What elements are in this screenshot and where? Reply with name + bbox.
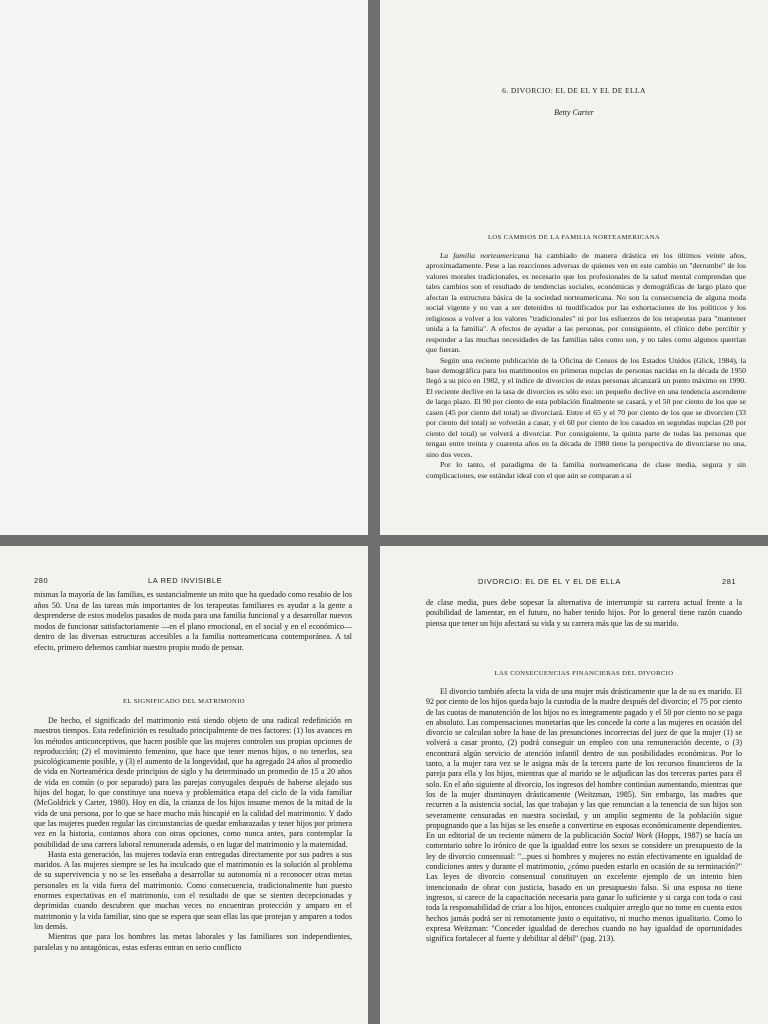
paragraph: De hecho, el significado del matrimonio está siendo objeto de una radical redefinición en nuestros tiempos. Esta redefinición es resultado principalmente de tres factores: (1) los avances en los métodos anticonceptivos, que hacen posible que las mujeres controlen sus propias opciones de reproducción; (2) el movimiento femenino, que hace que tener menos hijos, o no tenerlos, sea psicológicamente posible, y (3) el aumento de la longevidad, que ha agregado 24 años al promedio de vida en Norteamérica desde principios de siglo y ha determinado un promedio de 15 a 20 años de vida en común (o por separado) para las parejas conyugales después de haberse alejado sus hijos del hogar, lo que constituye una nueva y problemática etapa del ciclo de la vida familiar (McGoldrick y Carter, 1980). Hoy en día, la crianza de los hijos insume menos de la mitad de la vida de una persona, por lo que se hace mucho más hincapié en la calidad del matrimonio. Y dado que las mujeres pueden regular las circunstancias de quedar embarazadas y tener hijos por primera vez en la historia, contamos ahora con otras opciones, como nunca antes, para contemplar la posibilidad de una carrera laboral remunerada además, o en lugar del matrimonio y la maternidad. <box>34 716 352 849</box>
page-280-body-top <box>34 590 352 653</box>
paragraph: El divorcio también afecta la vida de una mujer más drásticamente que la de su ex marido. El 92 por ciento de los hijos queda bajo la custodia de la madre después del divorcio; el 75 por ciento de las cuotas de manutención de los hijos no es íntegramente pagado y el 50 por ciento no se paga en absoluto. Las compensaciones monetarias que les concede la corte a las mujeres en ocasión del divorcio se calculan sobre la base de las presunciones incorrectas del juez de que la mujer (1) se volverá a casar pronto, (2) podrá conseguir un empleo con una remuneración decente, o (3) encontrará algún servicio de atención infantil dentro de sus posibilidades económicas. Por lo tanto, a la mujer rara vez se le asigna más de la tercera parte de los recursos financieros de la pareja para ella y los hijos, mientras que al marido se le adjudican las dos terceras partes para él solo. En el año siguiente al divorcio, los ingresos del hombre continúan aumentando, mientras que los de la mujer disminuyen drásticamente (Weitzman, 1985). Sin embargo, las madres que recurren a la asistencia social, las que trabajan y las que renuncian a la tenencia de sus hijos son severamente censuradas en nuestra sociedad, y un amplio segmento de la población sigue propugnando que a las hijas se les enseñe a convertirse en esposas económicamente dependientes. En un editorial de un reciente número de la publicación Social Work (Hopps, 1987) se hacía un comentario sobre lo irónico de que la igualdad entre los sexos se considere un presupuesto de la ley de divorcio consensual: "...pues si hombres y mujeres no están efectivamente en igualdad de condiciones antes y durante el matrimonio, ¿cómo pueden estarlo en ocasión de su terminación?" Las leyes de divorcio consensual constituyen un excelente ejemplo de un intento bien intencionado de obrar con justicia, basado en un presupuesto falso. Si una esposa no tiene ingresos, si carece de la capacitación necesaria para ganar lo suficiente y si carga con toda o casi toda la responsabilidad de criar a los hijos, entonces cualquier arreglo que no tome en cuenta estos hechos jamás podrá ser ni remotamente justo o equitativo, ni mucho menos igualitario. Como lo expresa Weitzman: "Conceder igualdad de derechos cuando no hay igualdad de oportunidades significa fortalecer al fuerte y debilitar al débil" (pag. 213). <box>426 687 742 944</box>
section-heading-matrimonio: EL SIGNIFICADO DEL MATRIMONIO <box>123 698 245 705</box>
paragraph: Según una reciente publicación de la Oficina de Censos de los Estados Unidos (Glick, 1984), la base demográfica para los matrimonios en primeras nupcias de personas nacidas en la década de 1950 llegó a su pico en 1982, y el índice de divorcios de estas personas alcanzará un punto máximo en 1990. El reciente declive en la tasa de divorcios es sólo eso: un pequeño declive en una tendencia ascendente de largo plazo. El 90 por ciento de esta población finalmente se casará, y el 50 por ciento de los que se casen (45 por ciento del total) se divorciará. Entre el 65 y el 70 por ciento de los que se divorcien (33 por ciento del total) se volverán a casar, y el 60 por ciento de los casados en segundas nupcias (20 por ciento del total) se volverá a divorciar. Por consiguiente, la quinta parte de todas las personas que tengan entre treinta y cuarenta años en la década de 1980 tiene la perspectiva de divorciarse no una, sino dos veces. <box>426 355 746 459</box>
emphasis: La familia norteamericana <box>440 251 530 260</box>
section-heading-cambios: LOS CAMBIOS DE LA FAMILIA NORTEAMERICANA <box>487 234 661 241</box>
section-heading-consecuencias: LAS CONSECUENCIAS FINANCIERAS DEL DIVORCIO <box>494 670 674 677</box>
paragraph: mismas la mayoría de las familias, es sustancialmente un mito que ha quedado como resabio de los años 50. Una de las tareas más importantes de los terapeutas familiares es ayudar a la gente a desprenderse de estos modelos pasados de moda para una familia funcional y a desarrollar nuevos modos de funcionar satisfactoriamente —en el plano emocional, en el social y en el económico— dentro de las diversas estructuras accesibles a la familia norteamericana contemporánea. A tal efecto, primero debemos cambiar nuestro propio modo de pensar. <box>34 590 352 652</box>
chapter-opening-page <box>380 0 768 535</box>
paragraph: de clase media, pues debe sopesar la alternativa de interrumpir su carrera actual frente a la posibilidad de lamentar, en el futuro, no haber tenido hijos. Por lo general tiene razón cuando piensa que tener un hijo afectará su vida y su carrera más que las de su marido. <box>426 598 742 628</box>
page-number: 280 <box>34 576 49 585</box>
page-280 <box>0 546 368 1024</box>
chapter-author: Betty Carter <box>554 108 594 117</box>
page-281 <box>380 546 768 1024</box>
running-title: LA RED INVISIBLE <box>148 576 223 585</box>
paragraph: Por lo tanto, el paradigma de la familia norteamericana de clase media, segura y sin complicaciones, ese estándar ideal con el que aún se comparan a sí <box>426 460 746 480</box>
page-280-body <box>34 716 352 953</box>
page-number: 281 <box>722 577 737 586</box>
paragraph: Mientras que para los hombres las metas laborales y las familiares son independientes, paralelas y no antagónicas, estas esferas entran en serio conflicto <box>34 932 352 952</box>
chapter-title: 6. DIVORCIO: EL DE EL Y EL DE ELLA <box>502 86 646 95</box>
page-281-body <box>426 687 742 944</box>
section-body-cambios <box>426 251 746 481</box>
running-title: DIVORCIO: EL DE EL Y EL DE ELLA <box>478 577 621 586</box>
page-281-body-top <box>426 598 742 629</box>
blank-left-page <box>0 0 368 535</box>
emphasis: Social Work <box>613 831 653 841</box>
paragraph: La familia norteamericana ha cambiado de manera drástica en los últimos veinte años, aproximadamente. Pese a las reacciones adversas de quienes ven en este cambio un "derrumbe" de los valores morales tradicionales, es necesario que los profesionales de la salud mental comprendan que tales cambios son el resultado de tendencias sociales, económicas y demográficas de largo plazo que afectan la estructura básica de la sociedad norteamericana. No son la consecuencia de alguna moda social vigente y no van a ser detenidos ni modificados por las exhortaciones de los políticos y los religiosos a volver a los valores "tradicionales" ni por los esfuerzos de los terapeutas para "mantener unida a la familia". A efectos de ayudar a las personas, por consiguiente, el clínico debe percibir y responder a las muchas necesidades de las familias tales como son, y no tales como algunos querrían que fueran. <box>426 251 746 355</box>
paragraph: Hasta esta generación, las mujeres todavía eran entregadas directamente por sus padres a sus maridos. A las mujeres siempre se les ha inculcado que el matrimonio es la solución al problema de su supervivencia y no se les enseñaba a desarrollar su autonomía ni a reconocer otras metas personales en la vida fuera del matrimonio. Como consecuencia, tradicionalmente han puesto enormes expectativas en el matrimonio, con el resultado de que se sienten decepcionadas y deprimidas cuando descubren que muchas veces no encuentran protección y amparo en el matrimonio y la vida familiar, sino que se espera que sean ellas las que protejan y amparen a todos los demás. <box>34 849 352 931</box>
